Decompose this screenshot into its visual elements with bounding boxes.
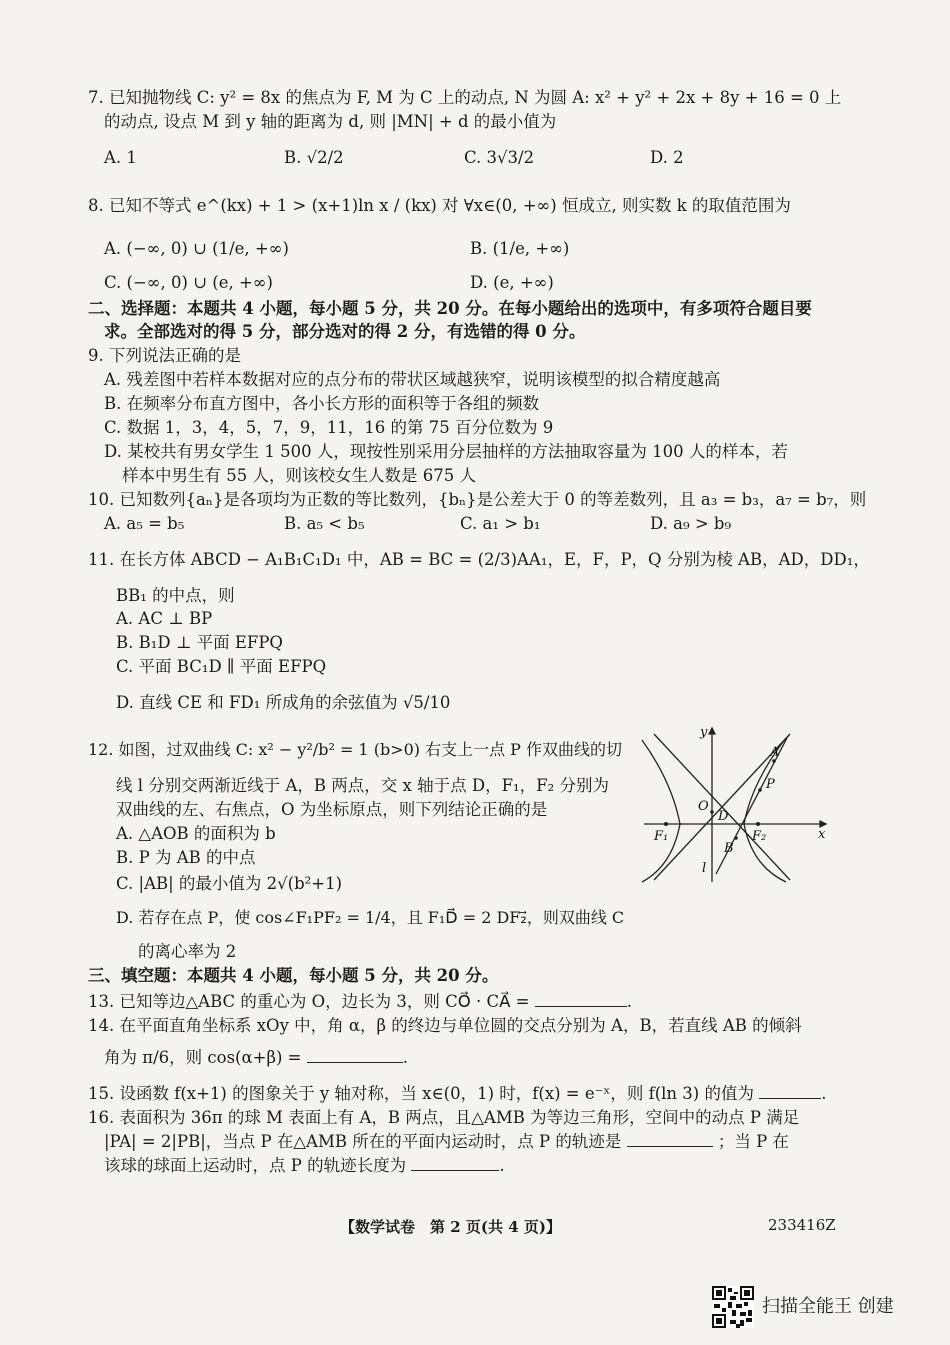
label-f2: F₂ bbox=[752, 829, 767, 844]
q10-option-b: B. a₅ < b₅ bbox=[284, 514, 365, 533]
q9-option-a: A. 残差图中若样本数据对应的点分布的带状区域越狭窄，说明该模型的拟合精度越高 bbox=[104, 370, 721, 389]
q7-option-d: D. 2 bbox=[650, 148, 684, 167]
q15-text: 15. 设函数 f(x+1) 的图象关于 y 轴对称，当 x∈(0，1) 时，f(x) = e⁻ˣ，则 f(ln 3) 的值为 bbox=[88, 1084, 754, 1103]
q14-answer-blank[interactable] bbox=[307, 1046, 403, 1063]
q7-line2: 的动点, 设点 M 到 y 轴的距离为 d, 则 |MN| + d 的最小值为 bbox=[104, 112, 557, 131]
q13-answer-blank[interactable] bbox=[535, 990, 627, 1007]
q12-line2: 线 l 分别交两渐近线于 A，B 两点，交 x 轴于点 D，F₁，F₂ 分别为 bbox=[116, 776, 609, 795]
label-y: y bbox=[700, 725, 708, 740]
section2-heading-line1: 二、选择题：本题共 4 小题，每小题 5 分，共 20 分。在每小题给出的选项中，有多项符合题目要 bbox=[88, 299, 812, 318]
label-o: O bbox=[698, 799, 709, 814]
label-b: B bbox=[724, 841, 734, 856]
point-f2 bbox=[756, 822, 760, 826]
exam-code: 233416Z bbox=[768, 1216, 836, 1234]
q8-option-c: C. (−∞, 0) ∪ (e, +∞) bbox=[104, 273, 273, 292]
q11-option-a: A. AC ⊥ BP bbox=[116, 609, 213, 628]
q8-option-b: B. (1/e, +∞) bbox=[470, 239, 570, 258]
label-d: D bbox=[718, 809, 729, 824]
q16-text-2b: ；当 P 在 bbox=[717, 1132, 789, 1151]
q12-option-b: B. P 为 AB 的中点 bbox=[116, 848, 256, 867]
q9-option-d-line1: D. 某校共有男女学生 1 500 人，现按性别采用分层抽样的方法抽取容量为 100 人的样本，若 bbox=[104, 442, 788, 461]
q10-option-d: D. a₉ > b₉ bbox=[650, 514, 732, 533]
q11-line1: 11. 在长方体 ABCD − A₁B₁C₁D₁ 中，AB = BC = (2/3)AA₁，E，F，P，Q 分别为棱 AB，AD，DD₁， bbox=[88, 550, 870, 569]
q14-text: 角为 π/6，则 cos(α+β) = bbox=[104, 1048, 302, 1067]
section2-heading-line2: 求。全部选对的得 5 分，部分选对的得 2 分，有选错的得 0 分。 bbox=[104, 322, 586, 341]
q13-text: 13. 已知等边△ABC 的重心为 O，边长为 3，则 CO⃗ · CA⃗ = bbox=[88, 992, 530, 1011]
q8-option-a: A. (−∞, 0) ∪ (1/e, +∞) bbox=[104, 239, 289, 258]
point-f1 bbox=[664, 822, 668, 826]
page-footer: 【数学试卷 第 2 页(共 4 页)】 bbox=[340, 1218, 561, 1236]
q12-line3: 双曲线的左、右焦点，O 为坐标原点，则下列结论正确的是 bbox=[116, 800, 548, 819]
q10-option-c: C. a₁ > b₁ bbox=[460, 514, 541, 533]
hyperbola-left-branch bbox=[642, 740, 680, 882]
q7-option-b: B. √2/2 bbox=[284, 148, 344, 167]
q16-line1: 16. 表面积为 36π 的球 M 表面上有 A，B 两点，且△AMB 为等边三角形，空间中的动点 P 满足 bbox=[88, 1108, 800, 1127]
q16-answer-blank-2[interactable] bbox=[411, 1154, 499, 1171]
section3-heading: 三、填空题：本题共 4 小题，每小题 5 分，共 20 分。 bbox=[88, 966, 499, 985]
q10-stem: 10. 已知数列{aₙ}是各项均为正数的等比数列，{bₙ}是公差大于 0 的等差数列，且 a₃ = b₃，a₇ = b₇，则 bbox=[88, 490, 867, 509]
q11-option-c: C. 平面 BC₁D ∥ 平面 EFPQ bbox=[116, 657, 327, 676]
hyperbola-figure bbox=[640, 722, 832, 884]
q11-line2: BB₁ 的中点，则 bbox=[116, 586, 235, 605]
q9-option-d-line2: 样本中男生有 55 人，则该校女生人数是 675 人 bbox=[122, 466, 476, 485]
q11-option-d: D. 直线 CE 和 FD₁ 所成角的余弦值为 √5/10 bbox=[116, 693, 451, 712]
q16-line2 bbox=[104, 1130, 789, 1153]
y-axis-arrow bbox=[709, 728, 715, 734]
q16-text-2: |PA| = 2|PB|，当点 P 在△AMB 所在的平面内运动时，点 P 的轨迹是 bbox=[104, 1132, 622, 1151]
q15-answer-blank[interactable] bbox=[759, 1082, 821, 1099]
q7-option-a: A. 1 bbox=[104, 148, 137, 167]
q12-option-c: C. |AB| 的最小值为 2√(b²+1) bbox=[116, 874, 343, 893]
q12-option-a: A. △AOB 的面积为 b bbox=[116, 824, 276, 843]
point-b bbox=[734, 836, 738, 840]
q13-line: 13. 已知等边△ABC 的重心为 O，边长为 3，则 CO⃗ · CA⃗ = . bbox=[88, 992, 632, 1011]
q7-option-c: C. 3√3/2 bbox=[464, 148, 535, 167]
q14-line2: 角为 π/6，则 cos(α+β) = . bbox=[104, 1048, 408, 1067]
point-o bbox=[710, 810, 714, 814]
q10-option-a: A. a₅ = b₅ bbox=[104, 514, 185, 533]
q7-line1: 7. 已知抛物线 C: y² = 8x 的焦点为 F, M 为 C 上的动点, N 为圆 A: x² + y² + 2x + 8y + 16 = 0 上 bbox=[88, 88, 842, 107]
q12-option-d-line1: D. 若存在点 P，使 cos∠F₁PF₂ = 1/4，且 F₁D⃗ = 2 DF₂⃗，则双曲线 C bbox=[116, 908, 625, 927]
q12-option-d-line2: 的离心率为 2 bbox=[138, 942, 237, 961]
point-p bbox=[758, 788, 762, 792]
q8-stem: 8. 已知不等式 e^(kx) + 1 > (x+1)ln x / (kx) 对 ∀x∈(0, +∞) 恒成立, 则实数 k 的取值范围为 bbox=[88, 196, 791, 215]
q15-line: 15. 设函数 f(x+1) 的图象关于 y 轴对称，当 x∈(0，1) 时，f(x) = e⁻ˣ，则 f(ln 3) 的值为 . bbox=[88, 1084, 827, 1103]
label-p: P bbox=[766, 777, 775, 792]
label-f1: F₁ bbox=[654, 829, 669, 844]
q12-line1: 12. 如图，过双曲线 C: x² − y²/b² = 1 (b>0) 右支上一点 P 作双曲线的切 bbox=[88, 740, 623, 759]
q16-line3: 该球的球面上运动时，点 P 的轨迹长度为 . bbox=[104, 1156, 505, 1175]
qr-code-icon bbox=[712, 1286, 754, 1328]
hyperbola-right-branch bbox=[744, 738, 786, 882]
q11-option-b: B. B₁D ⊥ 平面 EFPQ bbox=[116, 633, 283, 652]
q9-stem: 9. 下列说法正确的是 bbox=[88, 346, 241, 365]
q9-option-b: B. 在频率分布直方图中，各小长方形的面积等于各组的频数 bbox=[104, 394, 540, 413]
label-x: x bbox=[818, 827, 826, 842]
scanner-watermark: 扫描全能王 创建 bbox=[762, 1296, 894, 1317]
label-a: A bbox=[770, 745, 780, 760]
q14-line1: 14. 在平面直角坐标系 xOy 中，角 α，β 的终边与单位圆的交点分别为 A，B，若直线 AB 的倾斜 bbox=[88, 1016, 802, 1035]
q8-option-d: D. (e, +∞) bbox=[470, 273, 554, 292]
q16-text-3: 该球的球面上运动时，点 P 的轨迹长度为 bbox=[104, 1156, 407, 1175]
q16-answer-blank-1[interactable] bbox=[627, 1130, 713, 1147]
label-l: l bbox=[702, 861, 707, 876]
q9-option-c: C. 数据 1，3，4，5，7，9，11，16 的第 75 百分位数为 9 bbox=[104, 418, 554, 437]
